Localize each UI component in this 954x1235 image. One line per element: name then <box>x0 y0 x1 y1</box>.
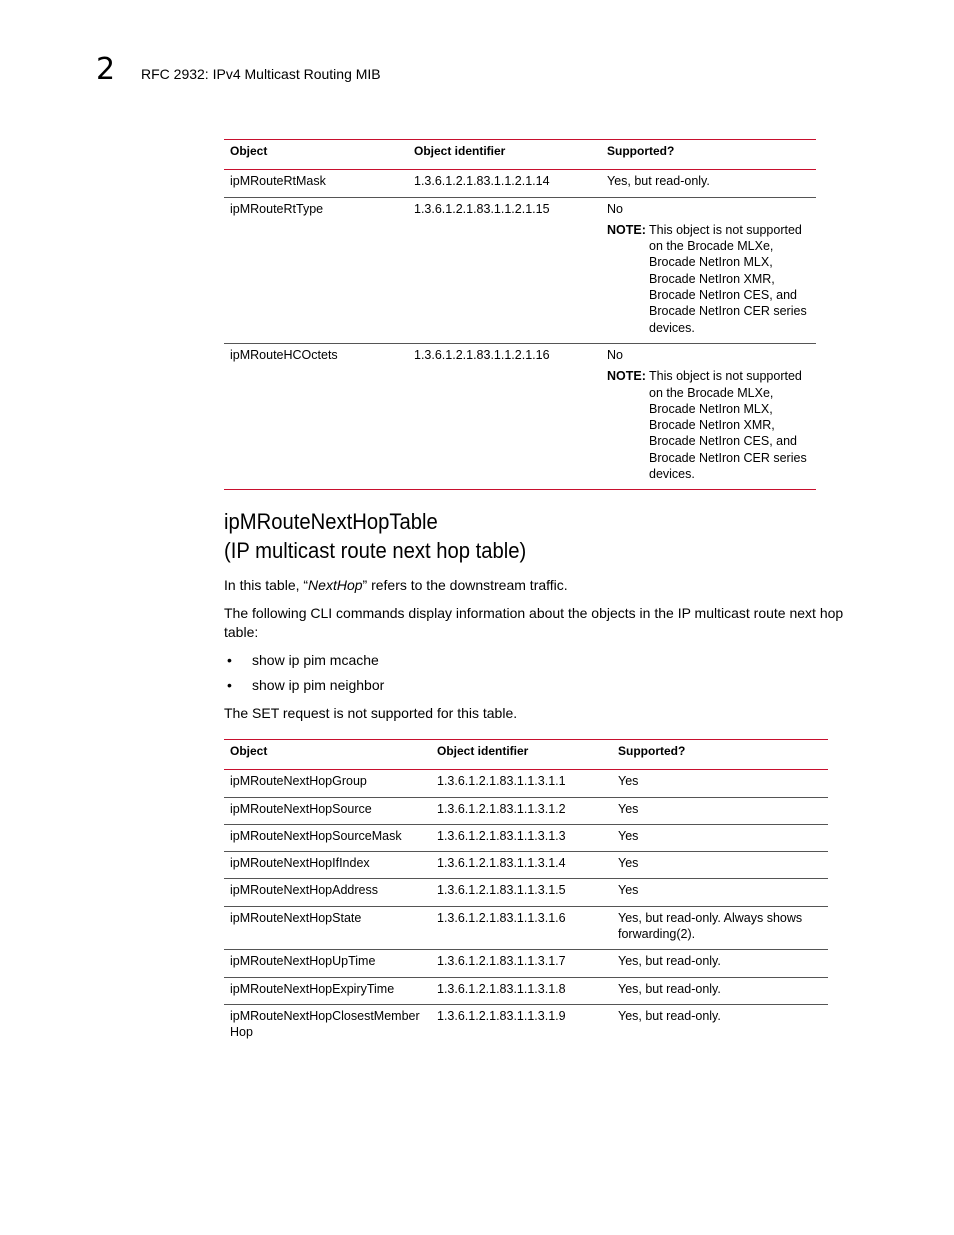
object-cell: ipMRouteNextHopState <box>224 906 431 950</box>
note-line: Brocade NetIron XMR, <box>649 271 775 286</box>
column-header-object: Object <box>224 140 408 170</box>
intro-pre: In this table, “ <box>224 577 309 593</box>
object-cell: ipMRouteNextHopIfIndex <box>224 852 431 879</box>
mib-table-iproute <box>224 139 816 490</box>
table-row <box>224 906 828 950</box>
object-cell: ipMRouteNextHopGroup <box>224 770 431 797</box>
column-header-oid: Object identifier <box>431 740 612 770</box>
column-header-oid: Object identifier <box>408 140 601 170</box>
note-line: on the Brocade MLXe, <box>649 385 774 400</box>
supported-cell: Yes, but read-only. <box>612 977 828 1004</box>
oid-cell: 1.3.6.1.2.1.83.1.1.3.1.5 <box>431 879 612 906</box>
intro-paragraph <box>224 576 854 595</box>
note-line: Brocade NetIron CER series <box>649 450 807 465</box>
note-text <box>649 368 809 482</box>
object-cell: ipMRouteNextHopSource <box>224 797 431 824</box>
oid-cell: 1.3.6.1.2.1.83.1.1.2.1.15 <box>408 197 601 343</box>
supported-cell <box>601 343 816 489</box>
note-line: Brocade NetIron MLX, <box>649 255 773 270</box>
object-cell: ipMRouteRtType <box>224 197 408 343</box>
object-cell: ipMRouteNextHopExpiryTime <box>224 977 431 1004</box>
oid-cell: 1.3.6.1.2.1.83.1.1.3.1.4 <box>431 852 612 879</box>
note-text <box>649 222 809 336</box>
note-line: This object is not supported <box>649 369 802 384</box>
table-row <box>224 852 828 879</box>
note-label: NOTE: <box>607 222 646 237</box>
table-row <box>224 1004 828 1047</box>
set-note-paragraph: The SET request is not supported for this table. <box>224 705 518 721</box>
note-line: This object is not supported <box>649 222 802 237</box>
table-row <box>224 824 828 851</box>
oid-cell: 1.3.6.1.2.1.83.1.1.3.1.1 <box>431 770 612 797</box>
supported-cell <box>601 197 816 343</box>
intro-post: ” refers to the downstream traffic. <box>362 577 568 593</box>
note-line: devices. <box>649 320 695 335</box>
table-header-row <box>224 140 816 170</box>
note-line: Brocade NetIron CER series <box>649 304 807 319</box>
supported-cell: Yes, but read-only. <box>618 1008 721 1023</box>
object-cell: ipMRouteHCOctets <box>224 343 408 489</box>
table-row <box>224 170 816 197</box>
oid-cell: 1.3.6.1.2.1.83.1.1.3.1.6 <box>431 906 612 950</box>
table-row <box>224 797 828 824</box>
table-row <box>224 879 828 906</box>
bullet-icon: • <box>227 652 232 668</box>
note-label: NOTE: <box>607 369 646 384</box>
oid-cell: 1.3.6.1.2.1.83.1.1.3.1.2 <box>431 797 612 824</box>
note <box>607 368 810 482</box>
oid-cell: 1.3.6.1.2.1.83.1.1.3.1.8 <box>431 977 612 1004</box>
note-line: devices. <box>649 467 695 482</box>
note <box>607 222 810 336</box>
supported-cell: Yes <box>612 879 828 906</box>
bullet-icon: • <box>227 677 232 693</box>
section-heading <box>224 507 526 565</box>
note-line: Brocade NetIron CES, and <box>649 288 797 303</box>
column-header-supported: Supported? <box>612 740 828 770</box>
table-row <box>224 770 828 797</box>
supported-cell: Yes <box>612 824 828 851</box>
supported-cell: Yes, but read-only. <box>601 170 816 197</box>
oid-cell: 1.3.6.1.2.1.83.1.1.2.1.14 <box>408 170 601 197</box>
oid-cell: 1.3.6.1.2.1.83.1.1.3.1.7 <box>431 950 612 977</box>
column-header-supported: Supported? <box>601 140 816 170</box>
object-cell: ipMRouteNextHopAddress <box>224 879 431 906</box>
table-row <box>224 950 828 977</box>
section-title-line2: (IP multicast route next hop table) <box>224 538 527 563</box>
table-row <box>224 343 816 489</box>
intro-emphasis: NextHop <box>308 577 363 593</box>
object-cell: ipMRouteRtMask <box>224 170 408 197</box>
supported-cell: Yes <box>612 852 828 879</box>
running-title: RFC 2932: IPv4 Multicast Routing MIB <box>141 66 381 82</box>
cli-command: show ip pim mcache <box>252 652 379 668</box>
table-row <box>224 977 828 1004</box>
object-cell: ipMRouteNextHopUpTime <box>224 950 431 977</box>
supported-cell: Yes, but read-only. <box>612 950 828 977</box>
cli-command: show ip pim neighbor <box>252 677 385 693</box>
object-cell: ipMRouteNextHopClosestMemberHop <box>230 1008 420 1040</box>
list-item <box>224 676 384 701</box>
note-line: Brocade NetIron XMR, <box>649 418 775 433</box>
table-row <box>224 197 816 343</box>
cli-command-list <box>224 651 384 701</box>
object-cell: ipMRouteNextHopSourceMask <box>224 824 431 851</box>
list-item <box>224 651 384 676</box>
supported-value: No <box>607 201 623 216</box>
table-header-row <box>224 740 828 770</box>
supported-value: No <box>607 347 623 362</box>
oid-cell: 1.3.6.1.2.1.83.1.1.2.1.16 <box>408 343 601 489</box>
mib-table-nexthop <box>224 739 828 1048</box>
column-header-object: Object <box>224 740 431 770</box>
note-line: Brocade NetIron CES, and <box>649 434 797 449</box>
cli-intro-paragraph: The following CLI commands display information about the objects in the IP multicast route next hop table: <box>224 605 844 640</box>
note-line: on the Brocade MLXe, <box>649 239 774 254</box>
chapter-number: 2 <box>96 52 116 87</box>
note-line: Brocade NetIron MLX, <box>649 401 773 416</box>
supported-cell: Yes, but read-only. Always shows forwarding(2). <box>612 906 828 950</box>
oid-cell: 1.3.6.1.2.1.83.1.1.3.1.9 <box>437 1008 566 1023</box>
section-title-line1: ipMRouteNextHopTable <box>224 509 438 534</box>
oid-cell: 1.3.6.1.2.1.83.1.1.3.1.3 <box>431 824 612 851</box>
supported-cell: Yes <box>612 797 828 824</box>
supported-cell: Yes <box>612 770 828 797</box>
